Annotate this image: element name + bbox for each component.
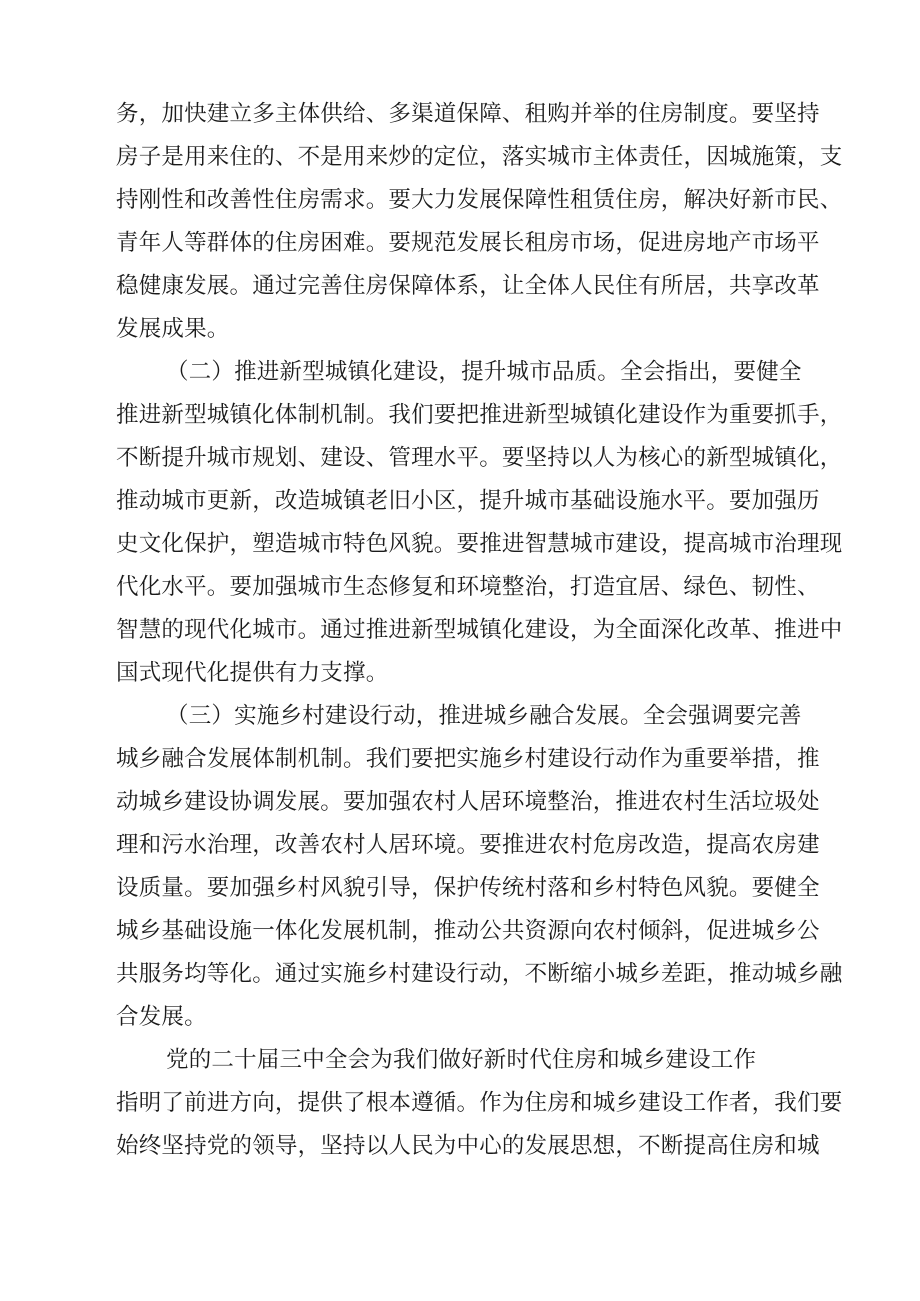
text-line: 理和污水治理，改善农村人居环境。要推进农村危房改造，提高农房建: [116, 832, 820, 858]
paragraph-first-line: 党的二十届三中全会为我们做好新时代住房和城乡建设工作: [166, 1047, 757, 1073]
text-line: 设质量。要加强乡村风貌引导，保护传统村落和乡村特色风貌。要健全: [116, 875, 820, 901]
text-line: 城乡融合发展体制机制。我们要把实施乡村建设行动作为重要举措，推: [116, 746, 820, 772]
text-line: 动城乡建设协调发展。要加强农村人居环境整治，推进农村生活垃圾处: [116, 789, 820, 815]
text-line: 房子是用来住的、不是用来炒的定位，落实城市主体责任，因城施策，支: [116, 144, 843, 170]
text-line: 代化水平。要加强城市生态修复和环境整治，打造宜居、绿色、韧性、: [116, 574, 820, 600]
text-line: 推动城市更新，改造城镇老旧小区，提升城市基础设施水平。要加强历: [116, 488, 820, 514]
text-line: 城乡基础设施一体化发展机制，推动公共资源向农村倾斜，促进城乡公: [116, 918, 820, 944]
text-line: 合发展。: [116, 1004, 207, 1030]
text-line: 指明了前进方向，提供了根本遵循。作为住房和城乡建设工作者，我们要: [116, 1090, 843, 1116]
text-line: 推进新型城镇化体制机制。我们要把推进新型城镇化建设作为重要抓手，: [116, 402, 843, 428]
text-line: 始终坚持党的领导，坚持以人民为中心的发展思想，不断提高住房和城: [116, 1133, 820, 1159]
text-line: 共服务均等化。通过实施乡村建设行动，不断缩小城乡差距，推动城乡融: [116, 961, 843, 987]
text-line: 智慧的现代化城市。通过推进新型城镇化建设，为全面深化改革、推进中: [116, 617, 843, 643]
text-line: 发展成果。: [116, 316, 230, 342]
text-line: 稳健康发展。通过完善住房保障体系，让全体人民住有所居，共享改革: [116, 273, 820, 299]
text-line: 青年人等群体的住房困难。要规范发展长租房市场，促进房地产市场平: [116, 230, 820, 256]
section-heading-line: （二）推进新型城镇化建设，提升城市品质。全会指出，要健全: [166, 359, 802, 385]
text-line: 务，加快建立多主体供给、多渠道保障、租购并举的住房制度。要坚持: [116, 101, 820, 127]
text-line: 不断提升城市规划、建设、管理水平。要坚持以人为核心的新型城镇化，: [116, 445, 843, 471]
text-line: 持刚性和改善性住房需求。要大力发展保障性租赁住房，解决好新市民、: [116, 187, 843, 213]
text-line: 史文化保护，塑造城市特色风貌。要推进智慧城市建设，提高城市治理现: [116, 531, 843, 557]
text-line: 国式现代化提供有力支撑。: [116, 660, 389, 686]
section-heading-line: （三）实施乡村建设行动，推进城乡融合发展。全会强调要完善: [166, 703, 802, 729]
